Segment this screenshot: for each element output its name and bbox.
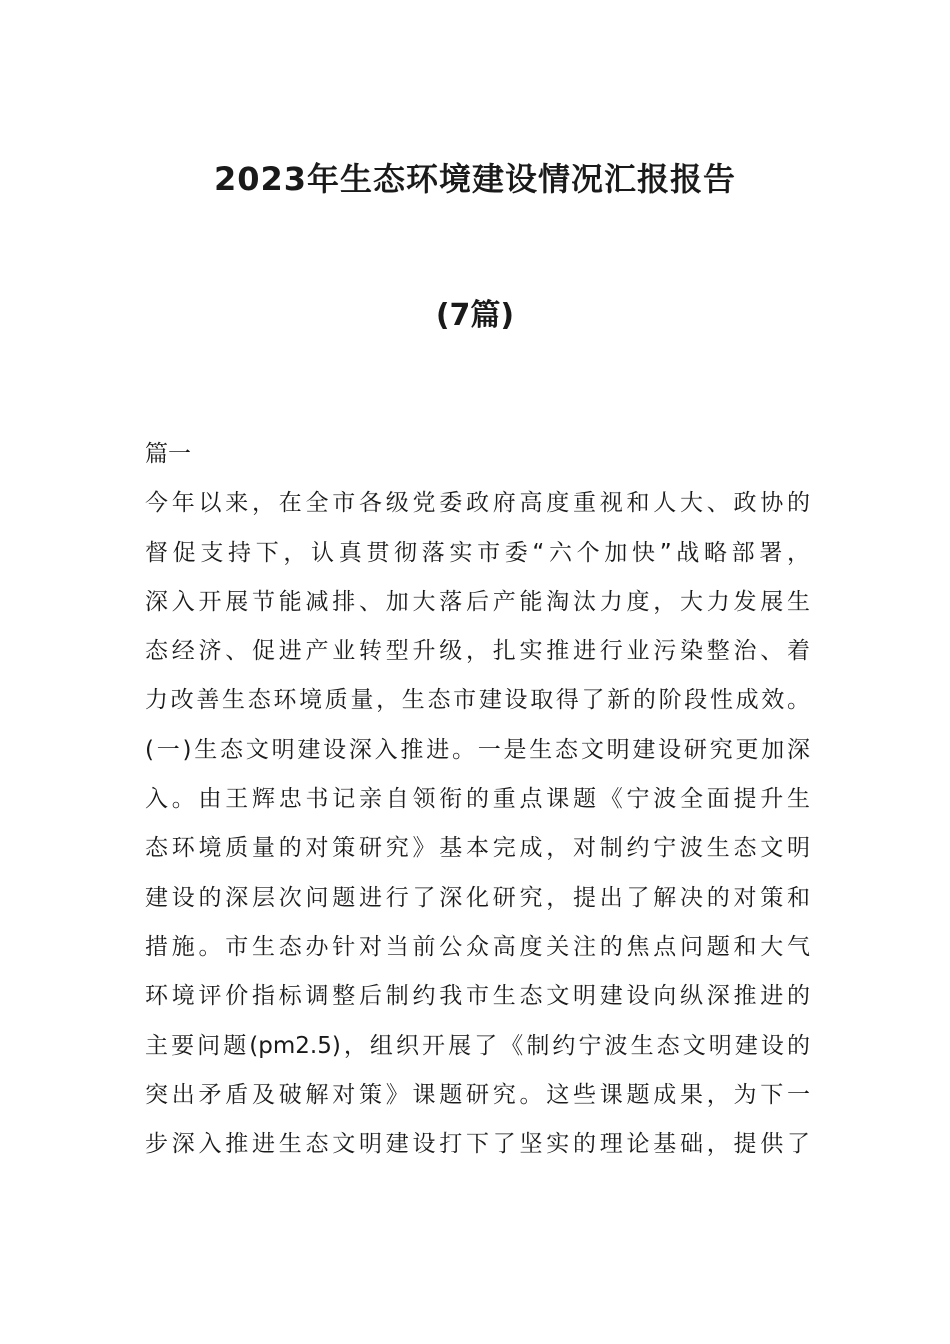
- body-line: 入。由王辉忠书记亲自领衔的重点课题《宁波全面提升生: [145, 786, 810, 813]
- section-heading: 篇一: [145, 441, 191, 467]
- body-line: 力改善生态环境质量，生态市建设取得了新的阶段性成效。: [145, 687, 810, 714]
- body-line: 态环境质量的对策研究》基本完成，对制约宁波生态文明: [145, 835, 810, 862]
- body-line: 步深入推进生态文明建设打下了坚实的理论基础，提供了: [145, 1131, 810, 1158]
- body-line: (一)生态文明建设深入推进。一是生态文明建设研究更加深: [145, 736, 810, 763]
- body-line: 突出矛盾及破解对策》课题研究。这些课题成果，为下一: [145, 1081, 810, 1108]
- document-title: 2023年生态环境建设情况汇报报告: [213, 160, 737, 198]
- body-line: 今年以来，在全市各级党委政府高度重视和人大、政协的: [145, 490, 810, 517]
- document-subtitle: (7篇): [435, 298, 515, 333]
- body-line: 深入开展节能减排、加大落后产能淘汰力度，大力发展生: [145, 588, 810, 615]
- body-line: 态经济、促进产业转型升级，扎实推进行业污染整治、着: [145, 638, 810, 665]
- body-line: 主要问题(pm2.5)，组织开展了《制约宁波生态文明建设的: [145, 1032, 810, 1059]
- body-line: 措施。市生态办针对当前公众高度关注的焦点问题和大气: [145, 933, 810, 960]
- document-body: [145, 430, 810, 1169]
- body-line: 环境评价指标调整后制约我市生态文明建设向纵深推进的: [145, 983, 810, 1010]
- body-line: 督促支持下，认真贯彻落实市委“六个加快”战略部署，: [145, 539, 810, 566]
- body-line: 建设的深层次问题进行了深化研究，提出了解决的对策和: [145, 884, 810, 911]
